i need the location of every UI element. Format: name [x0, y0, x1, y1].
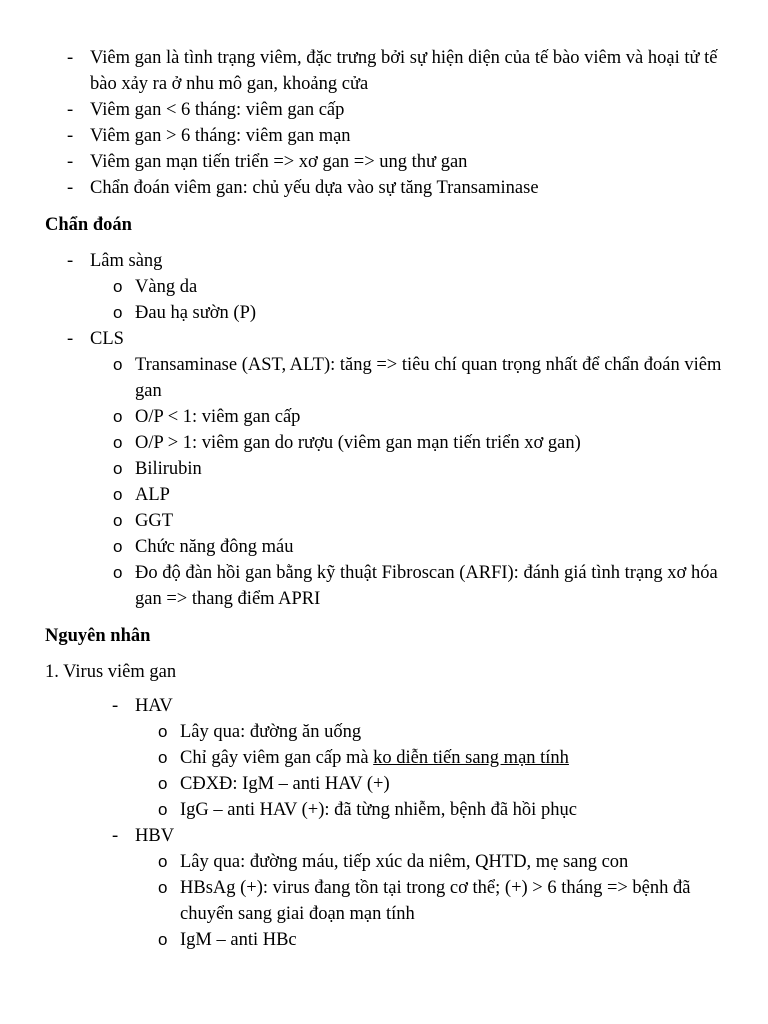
dash-bullet: -: [67, 152, 74, 172]
list-item: - Viêm gan < 6 tháng: viêm gan cấp: [45, 97, 728, 123]
diagnosis-list: [45, 248, 728, 612]
list-item: - Viêm gan là tình trạng viêm, đặc trưng bởi sự hiện diện của tế bào viêm và hoại tử tế bào xảy ra ở nhu mô gan, khoảng cửa: [45, 45, 728, 97]
dash-bullet: -: [112, 826, 119, 846]
list-item: o IgM – anti HBc: [45, 927, 728, 953]
dash-bullet: -: [67, 126, 74, 146]
list-item-lab: - CLS: [45, 326, 728, 352]
list-item: o Bilirubin: [45, 456, 728, 482]
circle-bullet: o: [158, 774, 168, 793]
circle-bullet: o: [113, 277, 123, 296]
list-item: o Lây qua: đường máu, tiếp xúc da niêm, QHTD, mẹ sang con: [45, 849, 728, 875]
list-item: o HBsAg (+): virus đang tồn tại trong cơ thể; (+) > 6 tháng => bệnh đã chuyển sang giai đoạn mạn tính: [45, 875, 728, 927]
underlined-text: ko diễn tiến sang mạn tính: [373, 748, 569, 768]
list-item: o Đo độ đàn hồi gan bằng kỹ thuật Fibroscan (ARFI): đánh giá tình trạng xơ hóa gan => thang điểm APRI: [45, 560, 728, 612]
list-item: o Chỉ gây viêm gan cấp mà ko diễn tiến sang mạn tính: [45, 745, 728, 771]
dash-bullet: -: [67, 251, 74, 271]
intro-list: [45, 45, 728, 201]
causes-heading: Nguyên nhân: [45, 626, 151, 646]
list-item: o Transaminase (AST, ALT): tăng => tiêu chí quan trọng nhất để chẩn đoán viêm gan: [45, 352, 728, 404]
circle-bullet: o: [158, 800, 168, 819]
list-item: o Vàng da: [45, 274, 728, 300]
circle-bullet: o: [158, 878, 168, 897]
list-item: - Viêm gan mạn tiến triển => xơ gan => ung thư gan: [45, 149, 728, 175]
list-item-hbv: - HBV: [45, 823, 728, 849]
dash-bullet: -: [67, 329, 74, 349]
list-item: o CĐXĐ: IgM – anti HAV (+): [45, 771, 728, 797]
circle-bullet: o: [113, 563, 123, 582]
dash-bullet: -: [67, 48, 74, 68]
dash-bullet: -: [67, 100, 74, 120]
list-item-clinical: - Lâm sàng: [45, 248, 728, 274]
dash-bullet: -: [112, 696, 119, 716]
circle-bullet: o: [113, 459, 123, 478]
circle-bullet: o: [158, 722, 168, 741]
circle-bullet: o: [113, 303, 123, 322]
circle-bullet: o: [113, 537, 123, 556]
circle-bullet: o: [113, 485, 123, 504]
list-item: - Viêm gan > 6 tháng: viêm gan mạn: [45, 123, 728, 149]
circle-bullet: o: [113, 355, 123, 374]
circle-bullet: o: [113, 407, 123, 426]
list-item: o Lây qua: đường ăn uống: [45, 719, 728, 745]
circle-bullet: o: [113, 433, 123, 452]
list-item: o Chức năng đông máu: [45, 534, 728, 560]
list-item: o O/P < 1: viêm gan cấp: [45, 404, 728, 430]
circle-bullet: o: [158, 852, 168, 871]
circle-bullet: o: [158, 748, 168, 767]
dash-bullet: -: [67, 178, 74, 198]
list-item: o ALP: [45, 482, 728, 508]
list-item: o IgG – anti HAV (+): đã từng nhiễm, bệnh đã hồi phục: [45, 797, 728, 823]
list-item: o GGT: [45, 508, 728, 534]
circle-bullet: o: [158, 930, 168, 949]
circle-bullet: o: [113, 511, 123, 530]
list-item: - Chẩn đoán viêm gan: chủ yếu dựa vào sự tăng Transaminase: [45, 175, 728, 201]
list-item: o Đau hạ sườn (P): [45, 300, 728, 326]
causes-list: [45, 693, 728, 953]
virus-heading: 1. Virus viêm gan: [45, 662, 177, 682]
diagnosis-heading: Chẩn đoán: [45, 215, 132, 235]
list-item: o O/P > 1: viêm gan do rượu (viêm gan mạn tiến triển xơ gan): [45, 430, 728, 456]
list-item-hav: - HAV: [45, 693, 728, 719]
